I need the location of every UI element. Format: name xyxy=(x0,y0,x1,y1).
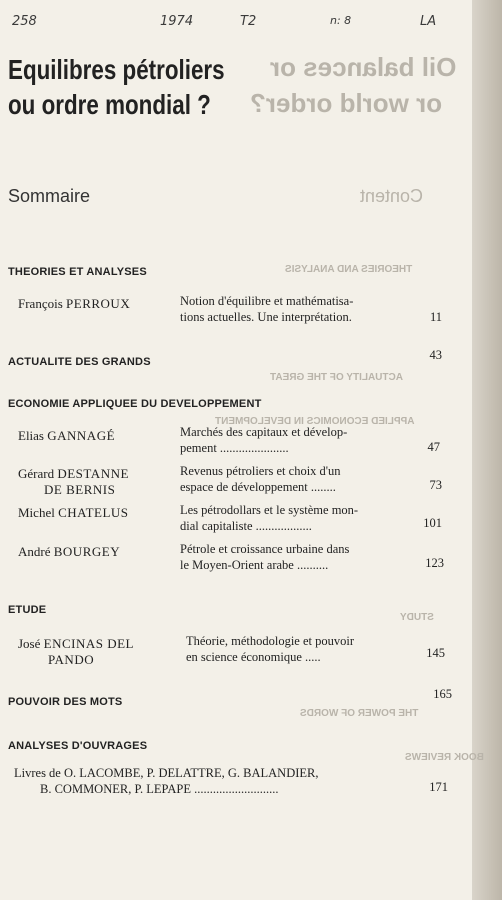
handwritten-issue: n: 8 xyxy=(330,14,352,27)
author: André BOURGEY xyxy=(18,544,121,559)
author-line2: PANDO xyxy=(48,652,95,667)
page-number: 165 xyxy=(433,687,452,701)
sommaire-heading: Sommaire xyxy=(8,186,91,206)
author: José ENCINAS DEL xyxy=(18,636,134,651)
page-number: 73 xyxy=(429,478,442,492)
section-heading: THEORIES ET ANALYSES xyxy=(8,266,147,278)
book-reviews-line2[interactable]: B. COMMONER, P. LEPAPE ........................... xyxy=(40,782,279,796)
page-number: 171 xyxy=(429,780,448,794)
section-heading: ECONOMIE APPLIQUEE DU DEVELOPPEMENT xyxy=(8,398,262,410)
page-number: 11 xyxy=(429,310,442,324)
section-heading: POUVOIR DES MOTS xyxy=(8,696,123,708)
page-number: 101 xyxy=(423,516,442,530)
handwritten-number: 258 xyxy=(12,14,37,29)
page-number: 47 xyxy=(427,440,440,454)
handwritten-tome: T2 xyxy=(240,14,257,29)
section-heading: ACTUALITE DES GRANDS xyxy=(8,356,151,368)
ghost-section-1: THEORIES AND ANALYSIS xyxy=(285,264,413,275)
page-edge xyxy=(472,0,502,900)
article-title[interactable]: Pétrole et croissance urbaine dans le Moyen-Orient arabe .......... xyxy=(180,542,350,572)
handwritten-year: 1974 xyxy=(160,14,194,29)
author: Michel CHATELUS xyxy=(18,505,129,520)
page-number: 43 xyxy=(429,348,442,362)
ghost-section-3: APPLIED ECONOMICS IN DEVELOPMENT xyxy=(215,416,415,427)
ghost-title-2: or world order? xyxy=(250,88,443,118)
document-title: Equilibres pétroliers ou ordre mondial ? xyxy=(8,54,225,120)
article-title[interactable]: Marchés des capitaux et dévelop- pement ...................... xyxy=(180,425,348,455)
book-reviews-line1[interactable]: Livres de O. LACOMBE, P. DELATTRE, G. BALANDIER, xyxy=(14,766,319,780)
section-heading: ANALYSES D'OUVRAGES xyxy=(8,740,148,752)
ghost-section-5: THE POWER OF WORDS xyxy=(300,708,419,719)
article-title[interactable]: Théorie, méthodologie et pouvoir en science économique ..... xyxy=(186,634,355,664)
ghost-contents: Content xyxy=(360,186,424,206)
ghost-title-1: Oil balances or xyxy=(270,52,457,82)
author-line2: DE BERNIS xyxy=(44,482,116,497)
page-number: 123 xyxy=(425,556,444,570)
article-title[interactable]: Revenus pétroliers et choix d'un espace de développement ........ xyxy=(180,464,341,494)
page-number: 145 xyxy=(426,646,445,660)
author: Elias GANNAGÉ xyxy=(18,428,116,443)
ghost-section-4: STUDY xyxy=(400,612,434,623)
article-title[interactable]: Les pétrodollars et le système mon- dial capitaliste .................. xyxy=(180,503,359,533)
ghost-section-2: ACTUALITY OF THE GREAT xyxy=(270,372,403,383)
author: François PERROUX xyxy=(18,296,131,311)
ghost-section-6: BOOK REVIEWS xyxy=(405,752,484,763)
author: Gérard DESTANNE xyxy=(18,466,129,481)
article-title[interactable]: Notion d'équilibre et mathématisa- tions actuelles. Une interprétation. xyxy=(180,294,354,324)
handwritten-code: LA xyxy=(420,14,437,29)
section-heading: ETUDE xyxy=(8,604,47,616)
